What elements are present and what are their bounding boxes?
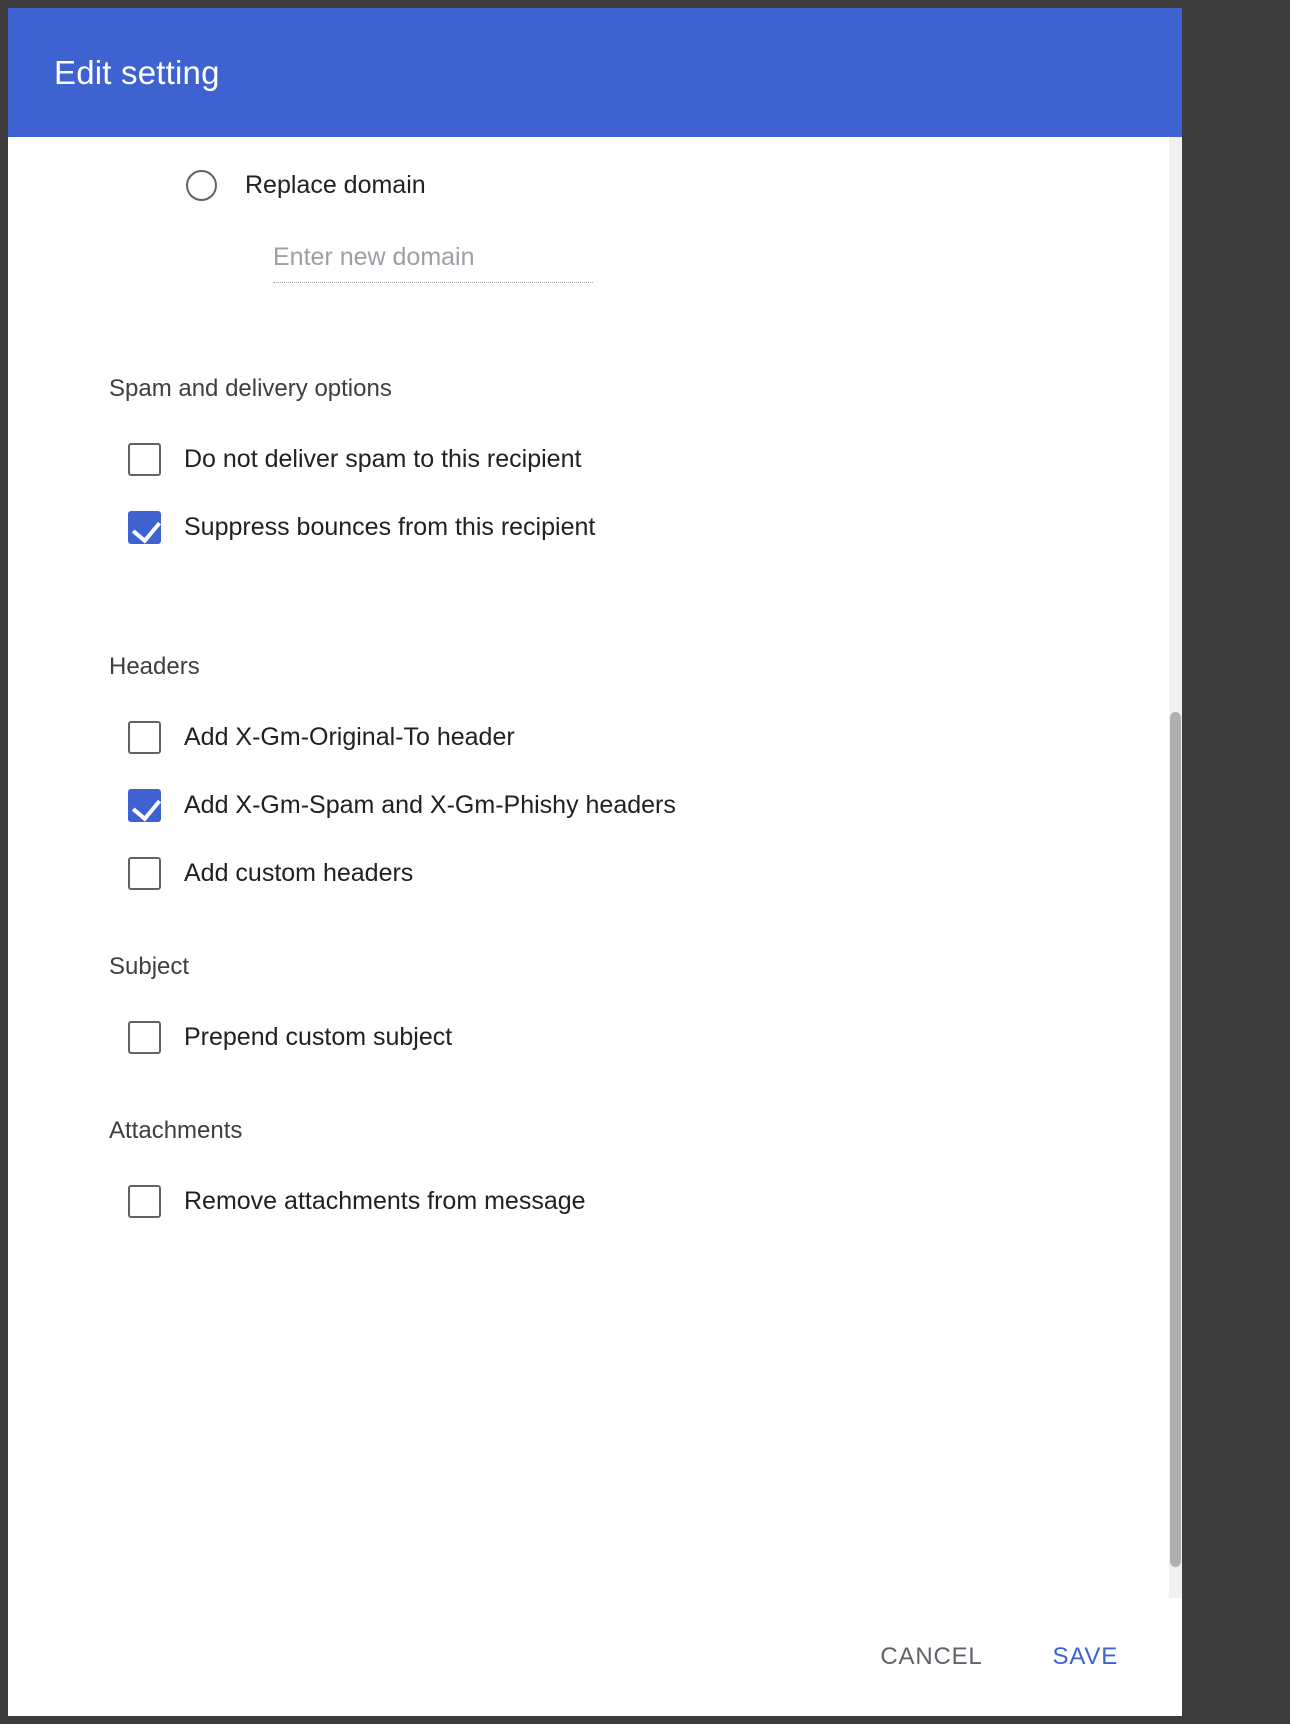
checkbox-icon[interactable]: [128, 857, 161, 890]
checkbox-label: Suppress bounces from this recipient: [184, 512, 596, 541]
checkbox-row-add-x-gm-spam-and-phishy-headers[interactable]: [8, 771, 1182, 839]
spacer: [8, 403, 1182, 425]
radio-replace-domain-label: Replace domain: [245, 171, 426, 199]
checkbox-row-remove-attachments[interactable]: [8, 1167, 1182, 1235]
spacer: [8, 283, 1182, 375]
checkbox-label: Add custom headers: [184, 858, 414, 887]
section-title: Subject: [109, 953, 190, 980]
spacer: [8, 681, 1182, 703]
cancel-button[interactable]: CANCEL: [862, 1631, 1000, 1683]
section-title: Attachments: [109, 1117, 243, 1144]
checkbox-row-do-not-deliver-spam[interactable]: [8, 425, 1182, 493]
dialog-footer: [8, 1598, 1182, 1716]
checkbox-checked-icon[interactable]: [128, 789, 161, 822]
page-title: Edit setting: [54, 53, 220, 91]
checkbox-row-suppress-bounces[interactable]: [8, 493, 1182, 561]
checkbox-icon[interactable]: [128, 721, 161, 754]
spacer: [8, 981, 1182, 1003]
dialog-header: [8, 8, 1182, 137]
save-button[interactable]: SAVE: [1035, 1631, 1136, 1683]
new-domain-input[interactable]: [273, 239, 593, 283]
checkbox-label: Add X-Gm-Spam and X-Gm-Phishy headers: [184, 790, 676, 819]
settings-form: [8, 137, 1182, 1235]
checkbox-row-add-x-gm-original-to-header[interactable]: [8, 703, 1182, 771]
checkbox-label: Remove attachments from message: [184, 1186, 586, 1215]
section-subject: [8, 953, 1182, 1071]
section-headers: [8, 653, 1182, 907]
scrollbar-thumb[interactable]: [1170, 712, 1181, 1567]
edit-setting-dialog: [8, 8, 1182, 1716]
section-title: Headers: [109, 653, 200, 680]
checkbox-icon[interactable]: [128, 1021, 161, 1054]
scrollbar-track[interactable]: [1169, 137, 1182, 1598]
checkbox-checked-icon[interactable]: [128, 511, 161, 544]
radio-replace-domain[interactable]: [8, 137, 1182, 201]
checkbox-label: Prepend custom subject: [184, 1022, 453, 1051]
spacer: [8, 907, 1182, 953]
checkbox-label: Do not deliver spam to this recipient: [184, 444, 582, 473]
spacer: [8, 1145, 1182, 1167]
dialog-body: [8, 137, 1182, 1598]
checkbox-icon[interactable]: [128, 443, 161, 476]
checkbox-row-prepend-custom-subject[interactable]: [8, 1003, 1182, 1071]
section-spam-and-delivery-options: [8, 375, 1182, 561]
checkbox-icon[interactable]: [128, 1185, 161, 1218]
checkbox-label: Add X-Gm-Original-To header: [184, 722, 515, 751]
spacer: [8, 561, 1182, 653]
radio-circle-icon[interactable]: [186, 170, 217, 201]
new-domain-field-wrap: [8, 201, 1182, 283]
section-title: Spam and delivery options: [109, 375, 392, 402]
section-attachments: [8, 1117, 1182, 1235]
spacer: [8, 1071, 1182, 1117]
checkbox-row-add-custom-headers[interactable]: [8, 839, 1182, 907]
